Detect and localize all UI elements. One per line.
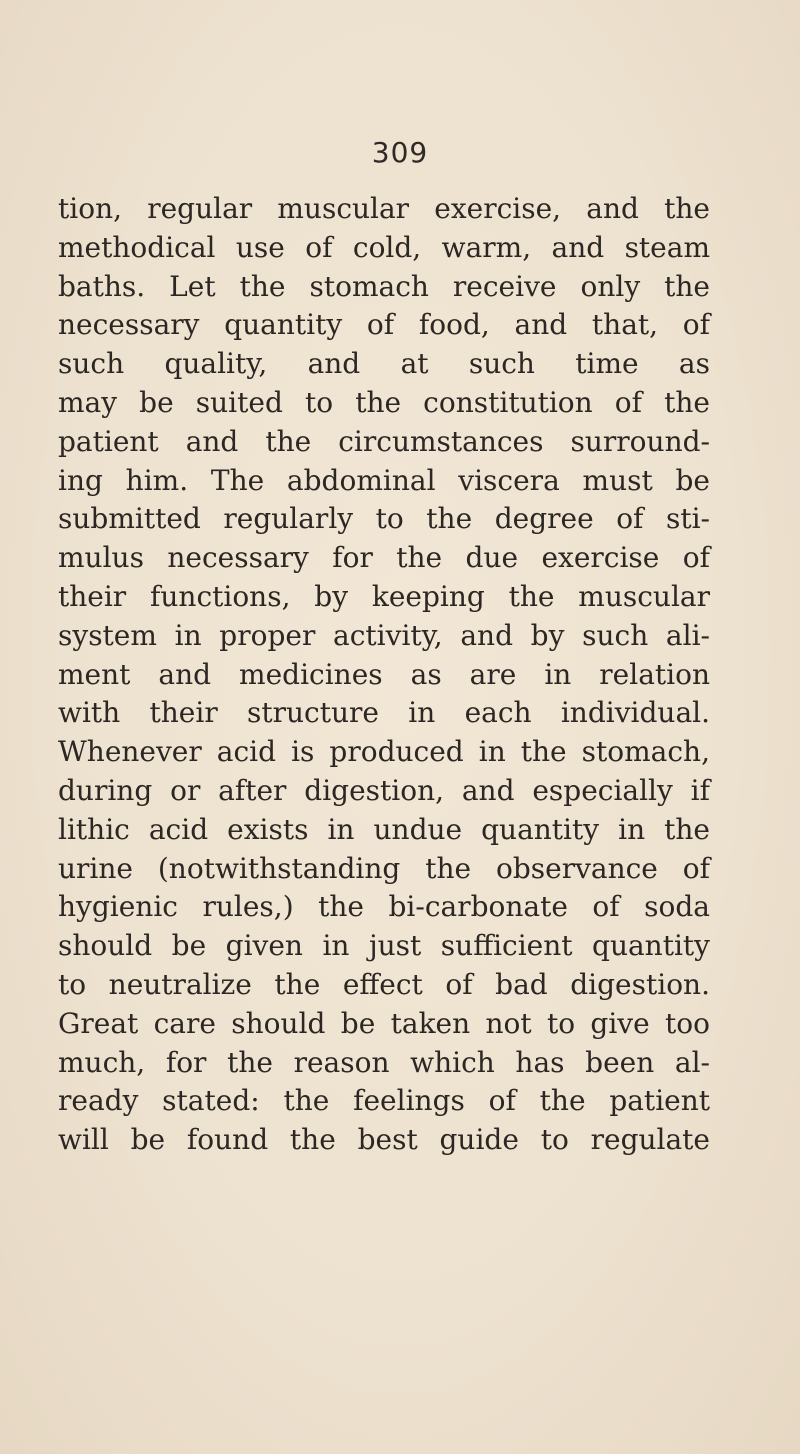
text-line: submitted regularly to the degree of sti- [58, 502, 710, 536]
text-line: ready stated: the feelings of the patient [58, 1084, 710, 1118]
text-line: methodical use of cold, warm, and steam [58, 230, 710, 264]
text-line: tion, regular muscular exercise, and the [58, 192, 710, 225]
text-line: necessary quantity of food, and that, of [58, 308, 710, 342]
text-line: much, for the reason which has been al- [58, 1045, 710, 1079]
text-line: to neutralize the effect of bad digestion. [58, 967, 710, 1001]
text-line: during or after digestion, and especially if [58, 773, 710, 807]
text-line: patient and the circumstances surround- [58, 424, 710, 458]
page-number: 309 [371, 136, 429, 169]
text-line: system in proper activity, and by such ali- [58, 618, 710, 652]
text-line: such quality, and at such time as [58, 347, 710, 381]
text-line: Great care should be taken not to give too [58, 1006, 710, 1040]
text-line: ing him. The abdominal viscera must be [58, 463, 710, 497]
text-line: Whenever acid is produced in the stomach, [58, 735, 710, 769]
text-line: hygienic rules,) the bi-carbonate of soda [58, 890, 710, 924]
text-line: mulus necessary for the due exercise of [58, 541, 710, 575]
text-line: baths. Let the stomach receive only the [58, 269, 710, 303]
text-line: ment and medicines as are in relation [58, 657, 710, 691]
text-line: with their structure in each individual. [58, 696, 710, 730]
text-line: may be suited to the constitution of the [58, 385, 710, 419]
text-line: urine (notwithstanding the observance of [58, 851, 710, 885]
text-line: their functions, by keeping the muscular [58, 579, 710, 613]
body-text [58, 190, 710, 1160]
text-line: will be found the best guide to regulate [58, 1123, 710, 1157]
text-line: lithic acid exists in undue quantity in the [58, 812, 710, 846]
text-line: should be given in just sufficient quantity [58, 929, 710, 963]
